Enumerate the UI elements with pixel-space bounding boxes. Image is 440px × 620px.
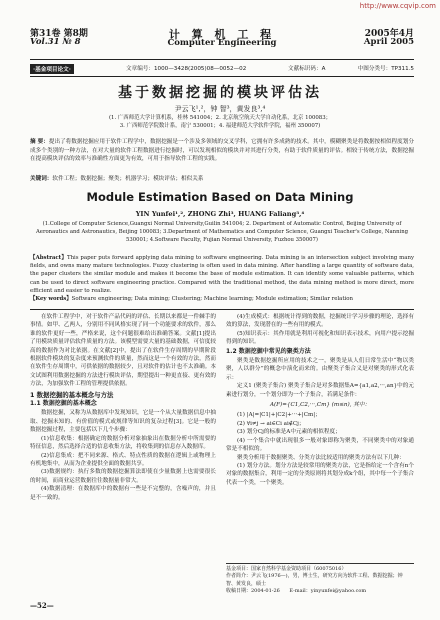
footnote-dates bbox=[226, 588, 414, 595]
meta-rule bbox=[30, 76, 414, 77]
abstract-en-label: 【Abstract】 bbox=[30, 255, 67, 261]
abstract-en-text: This paper puts forward applying data mining to software engineering. Data mining is an intersection subject involving many fields, and owns many mature technologies. Fuzzy clustering is often used in data mining. After handling a large quantity of software data, the paper clusters the similar module and makes it become the base of module estimation. It can identify some valuable patterns, which can be used to direct software engineering practice. Compared with the traditional method, the data mining method is more direct, more efficient and easier to realize. bbox=[30, 255, 414, 294]
body-paragraph: 聚类分析用于数据聚类、分类方法比较适用的聚类方法有以下几种： bbox=[237, 454, 405, 461]
condition-item: (1) |A|=|C1|+|C2|+···+|Cm|； bbox=[237, 412, 321, 419]
affiliation-line: Aeronautics and Astronautics, Beijing 100083; 3.Department of Mathematics and Computer Science, Guangxi Teacher's College, Nanning bbox=[35, 229, 408, 235]
paper-title-cn: 基于数据挖掘的模块评估法 bbox=[118, 85, 322, 101]
article-number: 文章编号：1000—3428(2005)08—0052—02 bbox=[126, 66, 247, 72]
step-item: (2)信息集成：把不同来源、格式、特点性质的数据在逻辑上或物理上有机地集中，从而为企业提供全面的数据共享。 bbox=[30, 452, 216, 467]
keywords-en-label: 【Key words】 bbox=[30, 296, 72, 302]
footnote bbox=[226, 563, 414, 596]
volume-en: Vol.31 № 8 bbox=[30, 37, 81, 47]
authors-cn: 尹云飞¹,²，钟 智³，黄发良³,⁴ bbox=[174, 105, 266, 113]
abstract-cn-label: 摘 要： bbox=[30, 139, 49, 145]
step-item: (5)知识表示：其作用就是利用可视化和知识表示技术，向用户提示挖掘得到的知识。 bbox=[226, 330, 414, 346]
formula: A(F)={C1,C2,···,Cm} (m≤n), 其中： bbox=[269, 402, 371, 409]
page-number: —52— bbox=[30, 601, 54, 610]
subsection-heading: 1.2 数据挖掘中常见的聚类方法 bbox=[226, 347, 311, 355]
journal-header bbox=[30, 26, 414, 58]
affiliation-line: 3. 广西师范学院数计系，南宁 530001；4. 福建师范大学软件学院，福州 350007) bbox=[119, 123, 321, 129]
footnote-fund: 基金项目：国家自然科学基金资助项目（60075016） bbox=[226, 566, 347, 572]
footnote-email: E-mail：yinyunfei@yahoo.com bbox=[289, 588, 367, 595]
keywords-en-text: Software engineering; Data mining; Clustering; Machine learning; Module estimation; Similar relation bbox=[71, 296, 353, 302]
condition-item: (2) ∀i≠j → ai∈Ci ai∉Cj； bbox=[237, 420, 305, 427]
condition-item: (3) 划分Cj的标准是A中元素的相似程度； bbox=[237, 429, 341, 436]
date-cn: 2005年4月 bbox=[364, 29, 414, 39]
document-code: 文献标识码：A bbox=[288, 66, 326, 72]
abstract-rule bbox=[30, 309, 414, 310]
abstract-en bbox=[30, 254, 414, 295]
date-en: April 2005 bbox=[363, 37, 414, 47]
volume-cn: 第31卷 第8期 bbox=[30, 29, 88, 39]
category-badge: ·基金项目论文· bbox=[30, 64, 74, 74]
abstract-cn bbox=[30, 138, 414, 164]
keywords-cn-label: 关键词： bbox=[30, 176, 53, 182]
subsection-heading: 1.1 数据挖掘的基本概念 bbox=[30, 400, 97, 408]
journal-title-en: Computer Engineering bbox=[167, 38, 277, 48]
body-column-right bbox=[226, 313, 414, 487]
affiliation-line: (1. 广西师范大学计算机系，桂林 541004；2. 北京航空航天大学自动化系，北京 100083； bbox=[108, 115, 332, 121]
body-column-left bbox=[30, 313, 216, 502]
intro-paragraph: 在软件工程学中，对于软件产品代码的评估、长期以来都是一件棘手的事情。如甲、乙两人，分别用不同风格实现了同一个功能要求的软件，那么谁的软件更好一些，严格来说，这个问题很难给出准确答案。文献[1]提出了用模块质量评估软件质量的方法。该模型需要大量的基础数据，可信度较高的数据作为对比依据。在文献[2]中，提出了在软件生存周期的早期阶段根据软件模块的复杂度来预测软件的质量，然而这是一个有效的方法，然而在软件生存周期中，可供依据的数据较少，且对软件的估计也不太准确。本文试图利用数据挖掘的方法进行模块评估，期望提出一种更直接、更有效的方法，为加强软件工程的管理提供依据。 bbox=[30, 314, 216, 388]
step-item: (4)生成模式：根据统计得到的数据，挖掘统计学习步骤的理论，选择有效的算法，发现潜在的一些有用的模式。 bbox=[226, 314, 414, 329]
classification-code: 中图分类号：TP311.5 bbox=[357, 66, 414, 72]
authors-en: YIN Yunfei¹,², ZHONG Zhi³, HUANG Faliang³,⁴ bbox=[135, 210, 305, 218]
paper-title-en: Module Estimation Based on Data Mining bbox=[86, 190, 354, 204]
keywords-cn bbox=[30, 175, 414, 184]
journal-title-cn: 计 算 机 工 程 bbox=[168, 28, 276, 41]
article-meta bbox=[30, 62, 414, 74]
keywords-cn-text: 软件工程；数据挖掘；聚类；机器学习；模块评估；相似关系 bbox=[52, 176, 204, 182]
watermark-url: http://www.cqvip.com bbox=[359, 2, 436, 10]
affiliations-cn bbox=[40, 114, 400, 130]
affiliations-en bbox=[30, 220, 414, 244]
body-paragraph: 数据挖掘，又称为从数据库中发现知识，它是一个从大量数据信息中抽取、挖掘未知的、有价值的模式或规律等知识的复杂过程[3]。它是一般的数据挖掘过程，主要包括以下几个步骤： bbox=[30, 410, 216, 434]
footnote-received: 收稿日期：2004-01-26 bbox=[226, 588, 280, 595]
body-paragraph: (1) 划分方法。划分方法是较常用的聚类方法，它是指给定一个含有n个对象的数据集合，利用一定的分类原则将其划分成k个组，其中每一个子集合代表一个类，一个聚类。 bbox=[226, 462, 414, 486]
step-item: (1)信息收集：根据确定的数据分析对象抽象出在数据分析中所需要的特征信息，然后选择合适的信息收集方法，将收集到的信息存入数据库。 bbox=[30, 435, 216, 451]
affiliation-line: (1.College of Computer Science,Guangxi Normal University,Guilin 541004; 2. Department of Automatic Control, Beijing University of bbox=[42, 221, 402, 227]
definition: 定义1 (聚类子集合) 聚类子集合是对多数据集A={a1,a2,···,an}中的元素进行划分，一个划分即为一个子集合，若满足条件： bbox=[226, 383, 414, 398]
step-item: (4)数据清理：在数据库中的数据有一些是不完整的，含噪声的，并且是不一致的。 bbox=[30, 486, 216, 501]
header-rule bbox=[30, 59, 414, 60]
condition-item: (4) 一个集合中就出现很多一般对象即称为聚类，不同聚类中的对象通常是不相似的。 bbox=[226, 437, 414, 453]
section-heading: 1 数据挖掘的基本概念与方法 bbox=[30, 390, 114, 399]
keywords-en bbox=[30, 295, 414, 303]
body-paragraph: 聚类是数据挖掘所应用的技术之一，聚类是从人们日常生活中“物以类聚，人以群分”的概念中演化而来的。由聚类子集合义是对聚类的形式化表示： bbox=[226, 358, 414, 381]
affiliation-line: 530001; 4.Software Faculty, Fujian Normal University, Fuzhou 350007) bbox=[126, 237, 318, 243]
step-item: (3)数据规约：执行多数的数据挖掘算法即使在少量数据上也需要很长的时间，而商业运营数据往往数据量非常大。 bbox=[30, 469, 216, 484]
abstract-cn-text: 提出了将数据挖掘应用于软件工程学中，数据挖掘是一个涉及多领域的交叉学科，它拥有许多成熟的技术。其中，模糊聚类是将数据按相似程度划分成多个类别的一种方法，在对大量的软件工程数据进行挖掘时，可以发现相似的模块并对其进行分类，有助于软件质量的评估。相较于传统方法，数据挖掘在提高模块评估的效率与准确性方面更为有效，可用于指导软件工程的实践。 bbox=[30, 139, 414, 163]
footnote-bio: 作者简介：尹云飞(1976—)，男，博士生，研究方向为软件工程、数据挖掘；钟 智、黄发良，硕士 bbox=[226, 573, 403, 587]
